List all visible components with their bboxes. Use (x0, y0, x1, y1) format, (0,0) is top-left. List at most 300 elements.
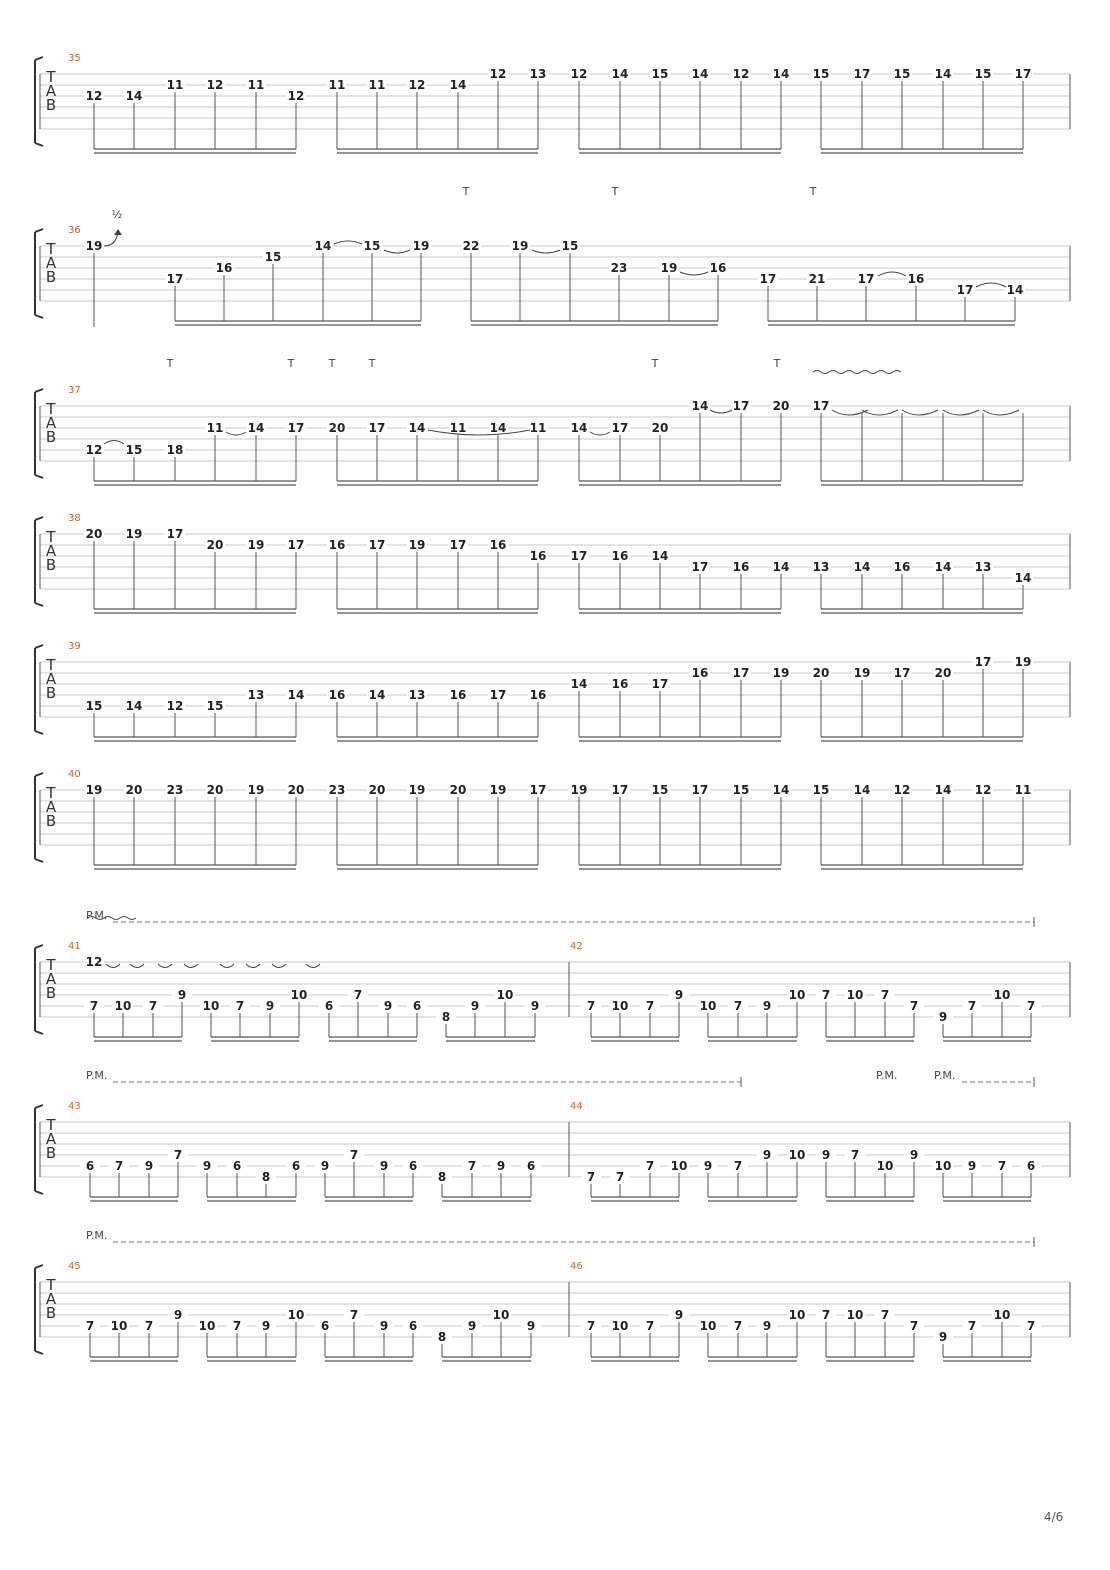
beat-group (84, 78, 306, 153)
fret-number: 10 (287, 1308, 305, 1322)
system-brace (35, 389, 43, 478)
fret-number: 17 (691, 560, 709, 574)
tab-clef-letter-b: B (45, 684, 57, 702)
fret-number: 13 (247, 688, 265, 702)
beat-group (319, 988, 427, 1041)
system-brace (35, 1105, 43, 1194)
fret-number: 7 (148, 999, 158, 1013)
fret-number: 12 (408, 78, 426, 92)
fret-number: 9 (144, 1159, 154, 1173)
fret-number: 10 (290, 988, 308, 1002)
tab-clef-letter-b: B (45, 984, 57, 1002)
page-number: 4/6 (1044, 1510, 1064, 1524)
beat-group (581, 988, 689, 1041)
fret-number: 9 (762, 999, 772, 1013)
fret-number: 17 (857, 272, 875, 286)
fret-number: 9 (173, 1308, 183, 1322)
fret-number: 19 (408, 538, 426, 552)
fret-number: 14 (125, 89, 143, 103)
fret-number: 17 (956, 283, 974, 297)
tab-clef-letter-a: A (45, 254, 57, 272)
fret-number: 23 (610, 261, 628, 275)
tab-system-4 (40, 513, 1070, 613)
tap-mark: T (809, 185, 817, 198)
system-brace (35, 1265, 43, 1354)
beat-group (84, 988, 192, 1041)
fret-number: 7 (353, 988, 363, 1002)
beat-group (197, 1159, 306, 1201)
beat-group (816, 1148, 924, 1201)
measure-number: 37 (68, 385, 81, 396)
beat-group (327, 538, 548, 613)
fret-number: 7 (615, 1170, 625, 1184)
fret-number: 16 (529, 549, 547, 563)
tap-mark: T (368, 357, 376, 370)
fret-number: 10 (611, 999, 629, 1013)
beat-group (811, 655, 1033, 741)
fret-number: 20 (125, 783, 143, 797)
fret-number: 17 (287, 421, 305, 435)
fret-number: 14 (934, 67, 952, 81)
beat-group (327, 67, 548, 153)
system-brace (35, 645, 43, 734)
fret-number: 17 (368, 538, 386, 552)
measure-number: 43 (68, 1101, 81, 1112)
tab-system-7 (40, 909, 1070, 1041)
fret-number: 10 (846, 1308, 864, 1322)
fret-number: 8 (437, 1330, 447, 1344)
fret-number: 9 (909, 1148, 919, 1162)
fret-number: 14 (1014, 571, 1032, 585)
fret-number: 9 (467, 1319, 477, 1333)
fret-number: 15 (206, 699, 224, 713)
beat-group (811, 67, 1033, 153)
fret-number: 12 (166, 699, 184, 713)
beat-group (315, 1148, 423, 1201)
fret-number: 19 (247, 783, 265, 797)
beat-group (816, 1308, 924, 1361)
fret-number: 19 (85, 783, 103, 797)
fret-number: 7 (821, 988, 831, 1002)
fret-number: 16 (893, 560, 911, 574)
fret-number: 9 (265, 999, 275, 1013)
fret-number: 10 (876, 1159, 894, 1173)
fret-number: 7 (232, 1319, 242, 1333)
tap-mark: T (611, 185, 619, 198)
fret-number: 11 (206, 421, 224, 435)
fret-number: 9 (703, 1159, 713, 1173)
beat-group (461, 239, 728, 325)
fret-number: 14 (611, 67, 629, 81)
fret-number: 7 (967, 999, 977, 1013)
fret-number: 10 (993, 988, 1011, 1002)
tab-clef-letter-a: A (45, 542, 57, 560)
fret-number: 7 (733, 1319, 743, 1333)
fret-number: 14 (934, 560, 952, 574)
fret-number: 17 (368, 421, 386, 435)
fret-number: 17 (611, 421, 629, 435)
fret-number: 20 (812, 666, 830, 680)
fret-number: 17 (166, 272, 184, 286)
fret-number: 20 (85, 527, 103, 541)
fret-number: 7 (645, 1319, 655, 1333)
fret-number: 19 (853, 666, 871, 680)
tab-system-9 (40, 1229, 1070, 1361)
fret-number: 6 (1026, 1159, 1036, 1173)
tab-clef-letter-t: T (46, 400, 56, 418)
fret-number: 11 (166, 78, 184, 92)
fret-number: 12 (85, 89, 103, 103)
tie-arc (680, 272, 708, 275)
beat-group (698, 1308, 807, 1361)
fret-number: 10 (611, 1319, 629, 1333)
fret-number: 14 (408, 421, 426, 435)
fret-number: 16 (449, 688, 467, 702)
tap-mark: T (166, 357, 174, 370)
beat-group (811, 783, 1033, 869)
fret-number: 15 (125, 443, 143, 457)
beat-group (581, 1308, 689, 1361)
tie-arc (226, 432, 246, 435)
system-brace (35, 517, 43, 606)
fret-number: 10 (788, 1308, 806, 1322)
bend-amount-label: ½ (111, 208, 123, 221)
fret-number: 7 (85, 1319, 95, 1333)
fret-number: 7 (997, 1159, 1007, 1173)
fret-number: 20 (772, 399, 790, 413)
fret-number: 7 (645, 1159, 655, 1173)
tap-mark: T (773, 357, 781, 370)
beat-group (758, 272, 1025, 325)
tab-clef-letter-b: B (45, 1144, 57, 1162)
tap-mark: T (328, 357, 336, 370)
tab-clef-letter-b: B (45, 268, 57, 286)
fret-number: 12 (489, 67, 507, 81)
fret-number: 16 (732, 560, 750, 574)
fret-number: 13 (974, 560, 992, 574)
fret-number: 16 (328, 538, 346, 552)
fret-number: 23 (328, 783, 346, 797)
fret-number: 19 (511, 239, 529, 253)
fret-number: 7 (909, 1319, 919, 1333)
vibrato-mark (813, 371, 901, 374)
system-brace (35, 57, 43, 146)
fret-number: 16 (611, 549, 629, 563)
fret-number: 8 (441, 1010, 451, 1024)
fret-number: 15 (651, 783, 669, 797)
fret-number: 9 (674, 988, 684, 1002)
tie-arc (428, 430, 530, 435)
fret-number: 7 (235, 999, 245, 1013)
fret-number: 15 (85, 699, 103, 713)
fret-number: 15 (974, 67, 992, 81)
fret-number: 20 (934, 666, 952, 680)
fret-number: 20 (449, 783, 467, 797)
fret-number: 15 (732, 783, 750, 797)
measure-number: 46 (570, 1261, 583, 1272)
fret-number: 22 (462, 239, 480, 253)
tab-clef-letter-t: T (46, 528, 56, 546)
fret-number: 6 (320, 1319, 330, 1333)
fret-number: 14 (1006, 283, 1024, 297)
tie-arcs-sustain (832, 410, 1019, 415)
tap-mark: T (651, 357, 659, 370)
fret-number: 14 (772, 783, 790, 797)
fret-number: 7 (89, 999, 99, 1013)
fret-number: 7 (909, 999, 919, 1013)
fret-number: 19 (489, 783, 507, 797)
fret-number: 8 (437, 1170, 447, 1184)
fret-number: 15 (363, 239, 381, 253)
beat-group (933, 1308, 1041, 1361)
fret-number: 18 (166, 443, 184, 457)
fret-number: 9 (530, 999, 540, 1013)
fret-number: 14 (853, 560, 871, 574)
fret-number: 14 (570, 421, 588, 435)
fret-number: 8 (261, 1170, 271, 1184)
fret-number: 14 (772, 560, 790, 574)
fret-number: 7 (1026, 999, 1036, 1013)
fret-number: 7 (880, 988, 890, 1002)
fret-number: 16 (215, 261, 233, 275)
tie-arc (976, 283, 1006, 287)
fret-number: 12 (85, 443, 103, 457)
fret-number: 13 (408, 688, 426, 702)
bend-arrowhead (114, 229, 122, 235)
fret-number: 14 (489, 421, 507, 435)
fret-number: 19 (1014, 655, 1032, 669)
fret-number: 9 (470, 999, 480, 1013)
fret-number: 14 (570, 677, 588, 691)
fret-number: 16 (691, 666, 709, 680)
tab-system-6 (40, 769, 1070, 869)
fret-number: 15 (651, 67, 669, 81)
tab-clef-letter-a: A (45, 1130, 57, 1148)
beat-group (327, 688, 548, 741)
fret-number: 17 (691, 783, 709, 797)
fret-number: 9 (762, 1319, 772, 1333)
tab-clef-letter-a: A (45, 82, 57, 100)
fret-number: 10 (699, 999, 717, 1013)
beat-group (84, 783, 306, 869)
fret-number: 19 (660, 261, 678, 275)
fret-number: 9 (202, 1159, 212, 1173)
beat-group (811, 399, 1023, 485)
fret-number: 9 (938, 1010, 948, 1024)
fret-number: 9 (526, 1319, 536, 1333)
fret-number: 6 (526, 1159, 536, 1173)
fret-number: 17 (732, 666, 750, 680)
fret-number: 9 (177, 988, 187, 1002)
fret-number: 10 (699, 1319, 717, 1333)
beat-group (569, 666, 791, 741)
tie-arc (878, 272, 906, 276)
fret-number: 16 (611, 677, 629, 691)
beat-group (84, 239, 104, 327)
lead-fret-number: 12 (85, 955, 103, 969)
fret-number: 6 (408, 1319, 418, 1333)
fret-number: 10 (993, 1308, 1011, 1322)
beat-group (84, 421, 306, 485)
tab-clef-letter-b: B (45, 1304, 57, 1322)
fret-number: 9 (762, 1148, 772, 1162)
beat-group (80, 1148, 188, 1201)
fret-number: 6 (232, 1159, 242, 1173)
fret-number: 19 (125, 527, 143, 541)
fret-number: 14 (247, 421, 265, 435)
fret-number: 11 (1014, 783, 1032, 797)
fret-number: 9 (938, 1330, 948, 1344)
beat-group (80, 1308, 188, 1361)
tab-clef-letter-t: T (46, 68, 56, 86)
fret-number: 14 (853, 783, 871, 797)
fret-number: 14 (772, 67, 790, 81)
system-brace (35, 945, 43, 1034)
beat-group (698, 1148, 807, 1201)
measure-number: 41 (68, 941, 81, 952)
fret-number: 20 (287, 783, 305, 797)
fret-number: 9 (821, 1148, 831, 1162)
fret-number: 17 (974, 655, 992, 669)
fret-number: 7 (850, 1148, 860, 1162)
fret-number: 7 (645, 999, 655, 1013)
fret-number: 7 (173, 1148, 183, 1162)
measure-number: 44 (570, 1101, 583, 1112)
fret-number: 7 (114, 1159, 124, 1173)
fret-number: 17 (611, 783, 629, 797)
beat-group (84, 527, 306, 613)
fret-number: 10 (198, 1319, 216, 1333)
fret-number: 20 (206, 538, 224, 552)
beat-group (432, 1308, 541, 1361)
fret-number: 19 (412, 239, 430, 253)
fret-number: 12 (206, 78, 224, 92)
fret-number: 14 (287, 688, 305, 702)
fret-number: 14 (314, 239, 332, 253)
fret-number: 21 (808, 272, 826, 286)
fret-number: 11 (529, 421, 547, 435)
fret-number: 17 (812, 399, 830, 413)
tab-system-8 (40, 1069, 1070, 1201)
measure-number: 40 (68, 769, 81, 780)
fret-number: 16 (489, 538, 507, 552)
measure-number: 39 (68, 641, 81, 652)
fret-number: 23 (166, 783, 184, 797)
fret-number: 10 (788, 1148, 806, 1162)
measure-number: 45 (68, 1261, 81, 1272)
fret-number: 17 (1014, 67, 1032, 81)
beat-group (933, 1159, 1041, 1201)
tab-clef-letter-t: T (46, 656, 56, 674)
palm-mute-label: P.M. (876, 1069, 898, 1082)
fret-number: 6 (408, 1159, 418, 1173)
fret-number: 12 (570, 67, 588, 81)
fret-number: 7 (967, 1319, 977, 1333)
fret-number: 19 (85, 239, 103, 253)
fret-number: 15 (561, 239, 579, 253)
fret-number: 19 (772, 666, 790, 680)
fret-number: 14 (691, 399, 709, 413)
tab-clef-letter-b: B (45, 556, 57, 574)
fret-number: 15 (893, 67, 911, 81)
tab-clef-letter-t: T (46, 784, 56, 802)
beat-group (816, 988, 924, 1041)
tab-clef-letter-t: T (46, 240, 56, 258)
beat-group (315, 1308, 423, 1361)
tab-clef-letter-a: A (45, 798, 57, 816)
fret-number: 20 (206, 783, 224, 797)
fret-number: 6 (412, 999, 422, 1013)
beat-group (811, 560, 1033, 613)
fret-number: 16 (328, 688, 346, 702)
fret-number: 7 (349, 1308, 359, 1322)
fret-number: 15 (812, 67, 830, 81)
fret-number: 17 (893, 666, 911, 680)
fret-number: 11 (368, 78, 386, 92)
fret-number: 14 (368, 688, 386, 702)
tie-arc (334, 241, 362, 244)
fret-number: 9 (496, 1159, 506, 1173)
measure-number: 42 (570, 941, 583, 952)
beat-group (201, 988, 309, 1041)
tab-clef-letter-b: B (45, 812, 57, 830)
tab-clef-letter-a: A (45, 970, 57, 988)
fret-number: 9 (674, 1308, 684, 1322)
beat-group (569, 67, 791, 153)
tie-arc (104, 441, 124, 445)
fret-number: 15 (812, 783, 830, 797)
fret-number: 13 (529, 67, 547, 81)
fret-number: 9 (383, 999, 393, 1013)
fret-number: 12 (893, 783, 911, 797)
fret-number: 6 (324, 999, 334, 1013)
fret-number: 17 (759, 272, 777, 286)
beat-group (197, 1308, 306, 1361)
fret-number: 20 (328, 421, 346, 435)
fret-number: 10 (934, 1159, 952, 1173)
fret-number: 11 (328, 78, 346, 92)
fret-number: 7 (880, 1308, 890, 1322)
tap-mark: T (462, 185, 470, 198)
beat-group (327, 421, 548, 485)
fret-number: 17 (166, 527, 184, 541)
tab-system-5 (40, 641, 1070, 741)
fret-number: 16 (529, 688, 547, 702)
fret-number: 20 (368, 783, 386, 797)
fret-number: 20 (651, 421, 669, 435)
tab-system-2 (40, 185, 1070, 327)
fret-number: 17 (570, 549, 588, 563)
fret-number: 9 (320, 1159, 330, 1173)
beat-group (698, 988, 807, 1041)
fret-number: 14 (449, 78, 467, 92)
fret-number: 17 (529, 783, 547, 797)
beat-group (436, 988, 545, 1041)
fret-number: 11 (247, 78, 265, 92)
fret-number: 10 (846, 988, 864, 1002)
fret-number: 19 (570, 783, 588, 797)
fret-number: 17 (853, 67, 871, 81)
fret-number: 19 (247, 538, 265, 552)
tie-arc (710, 410, 732, 413)
tab-clef-letter-t: T (46, 1276, 56, 1294)
tie-arc (532, 250, 560, 253)
tie-arc (384, 250, 410, 253)
fret-number: 14 (934, 783, 952, 797)
tie-arc (590, 432, 610, 435)
fret-number: 7 (1026, 1319, 1036, 1333)
fret-number: 15 (264, 250, 282, 264)
